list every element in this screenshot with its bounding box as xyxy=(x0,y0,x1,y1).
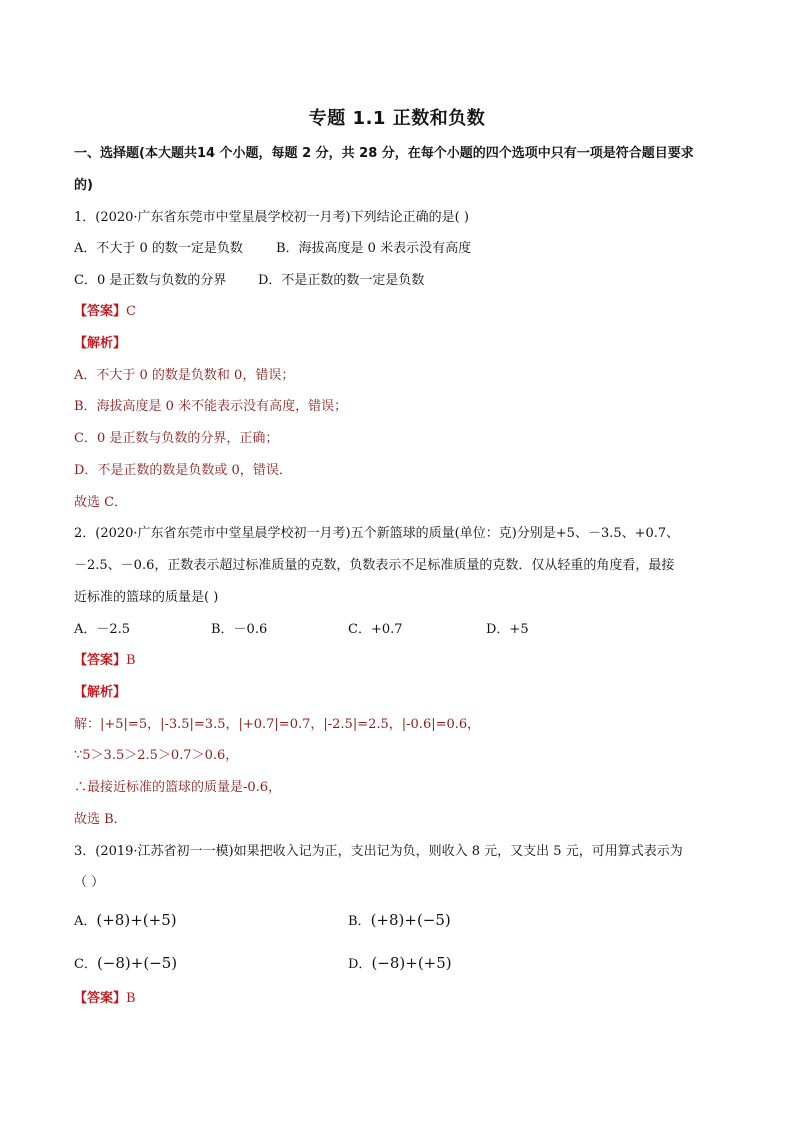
question-3-answer xyxy=(74,990,136,1008)
page-title: 专题 1.1 正数和负数 xyxy=(308,108,486,129)
question-3-stem-cont: （ ） xyxy=(74,875,105,890)
option-expression: (−8)+(−5) xyxy=(96,954,178,972)
option-expression: (+8)+(+5) xyxy=(96,911,177,929)
answer-value: C xyxy=(126,304,136,319)
option-expression: (+8)+(−5) xyxy=(370,911,451,929)
option-expression: (−8)+(+5) xyxy=(371,954,452,972)
question-1-analysis-line: B．海拔高度是 0 米不能表示没有高度，错误； xyxy=(74,399,348,414)
question-1-option-a: A．不大于 0 的数一定是负数 xyxy=(74,241,243,256)
question-1-option-c: C．0 是正数与负数的分界 xyxy=(74,273,227,288)
question-2-stem: 2．(2020·广东省东莞市中堂星晨学校初一月考)五个新篮球的质量(单位：克)分别是+5、－3.5、+0.7、 xyxy=(74,526,680,541)
question-2-option-b: B．－0.6 xyxy=(211,622,268,637)
question-2-answer xyxy=(74,652,136,670)
question-2-analysis-tag: 【解析】 xyxy=(74,685,127,700)
answer-tag: 【答案】 xyxy=(74,653,127,668)
question-1-analysis-line: A．不大于 0 的数是负数和 0，错误； xyxy=(74,368,295,383)
question-2-conclusion: 故选 B． xyxy=(74,812,127,827)
option-label: C． xyxy=(74,957,97,972)
question-3-option-a xyxy=(74,911,177,931)
section-heading: 一、选择题(本大题共14 个小题，每题 2 分，共 28 分，在每个小题的四个选项中只有一项是符合题目要求 xyxy=(74,146,694,161)
answer-value: B xyxy=(126,991,136,1006)
question-1-answer xyxy=(74,303,136,321)
question-2-option-a: A．－2.5 xyxy=(74,622,131,637)
question-2-option-d: D．+5 xyxy=(486,622,529,637)
question-2-stem-cont: －2.5、－0.6，正数表示超过标准质量的克数，负数表示不足标准质量的克数．仅从轻重的角度看，最接 xyxy=(74,558,675,573)
question-1-analysis-line: D．不是正数的数是负数或 0，错误． xyxy=(74,463,292,478)
question-1-option-d: D．不是正数的数一定是负数 xyxy=(258,273,425,288)
question-3-option-c xyxy=(74,954,177,974)
section-heading-cont: 的) xyxy=(74,178,93,193)
question-2-analysis-line: ∵5＞3.5＞2.5＞0.7＞0.6， xyxy=(74,748,239,763)
question-3-option-b xyxy=(348,911,451,931)
question-3-option-d xyxy=(348,954,452,974)
question-2-analysis-line: 解：|+5|=5，|-3.5|=3.5，|+0.7|=0.7，|-2.5|=2.5，|-0.6|=0.6， xyxy=(74,717,481,732)
question-2-option-c: C．+0.7 xyxy=(348,622,403,637)
question-1-analysis-line: C．0 是正数与负数的分界，正确； xyxy=(74,431,279,446)
question-1-option-b: B．海拔高度是 0 米表示没有高度 xyxy=(276,241,472,256)
question-3-stem: 3．(2019·江苏省初一一模)如果把收入记为正，支出记为负，则收入 8 元，又支出 5 元，可用算式表示为 xyxy=(74,844,683,859)
question-1-analysis-tag: 【解析】 xyxy=(74,336,127,351)
answer-tag: 【答案】 xyxy=(74,991,127,1006)
answer-tag: 【答案】 xyxy=(74,304,127,319)
option-label: A． xyxy=(74,914,97,929)
option-label: D． xyxy=(348,957,372,972)
question-1-conclusion: 故选 C． xyxy=(74,495,128,510)
option-label: B． xyxy=(348,914,371,929)
question-2-stem-cont: 近标准的篮球的质量是( ) xyxy=(74,590,219,605)
question-2-analysis-line: ∴最接近标准的篮球的质量是-0.6， xyxy=(74,780,282,795)
question-1-stem: 1．(2020·广东省东莞市中堂星晨学校初一月考)下列结论正确的是( ) xyxy=(74,210,469,225)
answer-value: B xyxy=(126,653,136,668)
